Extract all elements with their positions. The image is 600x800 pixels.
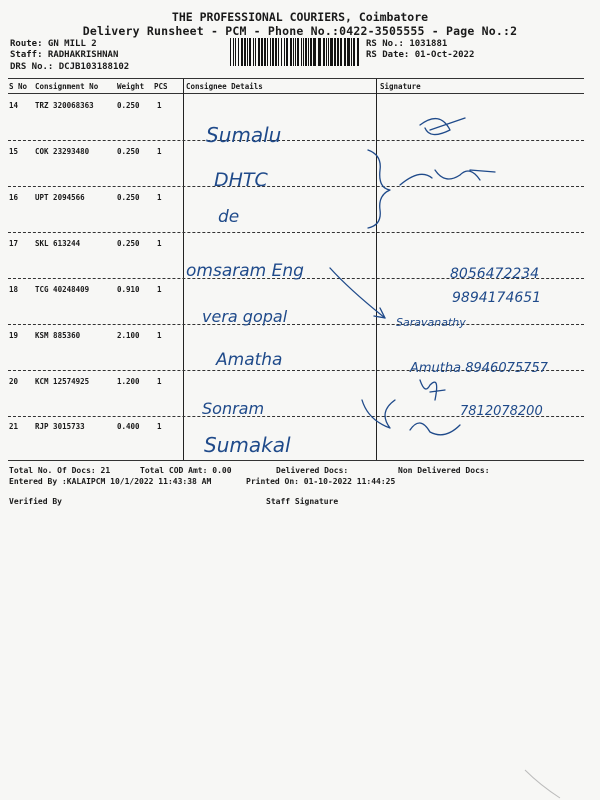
row-sno: 18 xyxy=(9,285,19,294)
row-weight: 0.250 xyxy=(117,193,140,202)
row-weight: 0.250 xyxy=(117,101,140,110)
row-sno: 20 xyxy=(9,377,19,386)
row-weight: 0.910 xyxy=(117,285,140,294)
handwriting-signature-19: Amutha 8946075757 xyxy=(410,361,548,376)
row-pcs: 1 xyxy=(157,101,162,110)
rs-number: RS No.: 1031881 xyxy=(366,39,448,49)
staff-signature-label: Staff Signature xyxy=(266,497,339,506)
row-pcs: 1 xyxy=(157,331,162,340)
printed-on: Printed On: 01-10-2022 11:44:25 xyxy=(246,477,396,486)
row-pcs: 1 xyxy=(157,193,162,202)
row-weight: 2.100 xyxy=(117,331,140,340)
column-header-signature: Signature xyxy=(380,82,421,91)
route-label: Route: GN MILL 2 xyxy=(10,39,97,49)
handwriting-consignee-21: Sumakal xyxy=(204,433,291,457)
drs-number: DRS No.: DCJB103188102 xyxy=(10,62,130,72)
handwriting-signature-name: Saravanathy xyxy=(396,316,466,329)
column-header-weight: Weight xyxy=(117,82,145,91)
row-consignment: COK 23293480 xyxy=(35,147,90,156)
runsheet-subtitle: Delivery Runsheet - PCM - Phone No.:0422-3505555 - Page No.:2 xyxy=(82,24,518,38)
row-weight: 1.200 xyxy=(117,377,140,386)
row-pcs: 1 xyxy=(157,147,162,156)
handwriting-consignee-16: de xyxy=(218,207,240,227)
row-consignment: KCM 12574925 xyxy=(35,377,90,386)
bracket-stroke xyxy=(368,150,390,228)
row-pcs: 1 xyxy=(157,377,162,386)
total-cod: Total COD Amt: 0.00 xyxy=(140,466,232,475)
handwriting-consignee-15: DHTC xyxy=(214,169,268,191)
handwriting-phone-1: 8056472234 xyxy=(450,266,540,282)
row-consignment: SKL 613244 xyxy=(35,239,81,248)
row-sno: 21 xyxy=(9,422,19,431)
row-weight: 0.250 xyxy=(117,147,140,156)
column-header-pcs: PCS xyxy=(154,82,168,91)
handwriting-phone-2: 9894174651 xyxy=(452,290,542,306)
handwriting-consignee-20: Sonram xyxy=(202,399,265,418)
handwriting-consignee-18: vera gopal xyxy=(202,307,288,326)
row-consignment: RJP 3015733 xyxy=(35,422,85,431)
row-sno: 14 xyxy=(9,101,19,110)
row-pcs: 1 xyxy=(157,285,162,294)
verified-by-label: Verified By xyxy=(9,497,62,506)
row-consignment: TCG 40248409 xyxy=(35,285,90,294)
rs-date: RS Date: 01-Oct-2022 xyxy=(366,50,475,60)
row-consignment: KSM 885360 xyxy=(35,331,81,340)
company-title: THE PROFESSIONAL COURIERS, Coimbatore xyxy=(171,10,429,24)
row-sno: 19 xyxy=(9,331,19,340)
handwriting-consignee-19: Amatha xyxy=(216,350,283,370)
row-consignment: UPT 2094566 xyxy=(35,193,85,202)
column-header-sno: S No xyxy=(9,82,28,91)
column-header-consignee: Consignee Details xyxy=(186,82,263,91)
handwriting-consignee-17: omsaram Eng xyxy=(186,261,304,281)
total-docs: Total No. Of Docs: 21 xyxy=(9,466,111,475)
row-weight: 0.250 xyxy=(117,239,140,248)
row-sno: 15 xyxy=(9,147,19,156)
staff-label: Staff: RADHAKRISHNAN xyxy=(10,50,119,60)
non-delivered-docs: Non Delivered Docs: xyxy=(398,466,490,475)
row-pcs: 1 xyxy=(157,239,162,248)
row-sno: 17 xyxy=(9,239,19,248)
handwriting-consignee-14: Sumalu xyxy=(206,123,282,147)
row-consignment: TRZ 320068363 xyxy=(35,101,94,110)
entered-by: Entered By :KALAIPCM 10/1/2022 11:43:38 AM xyxy=(9,477,212,486)
column-header-consignment: Consignment No xyxy=(35,82,99,91)
row-pcs: 1 xyxy=(157,422,162,431)
handwriting-phone-20: 7812078200 xyxy=(460,404,543,419)
row-sno: 16 xyxy=(9,193,19,202)
row-weight: 0.400 xyxy=(117,422,140,431)
delivered-docs: Delivered Docs: xyxy=(276,466,349,475)
